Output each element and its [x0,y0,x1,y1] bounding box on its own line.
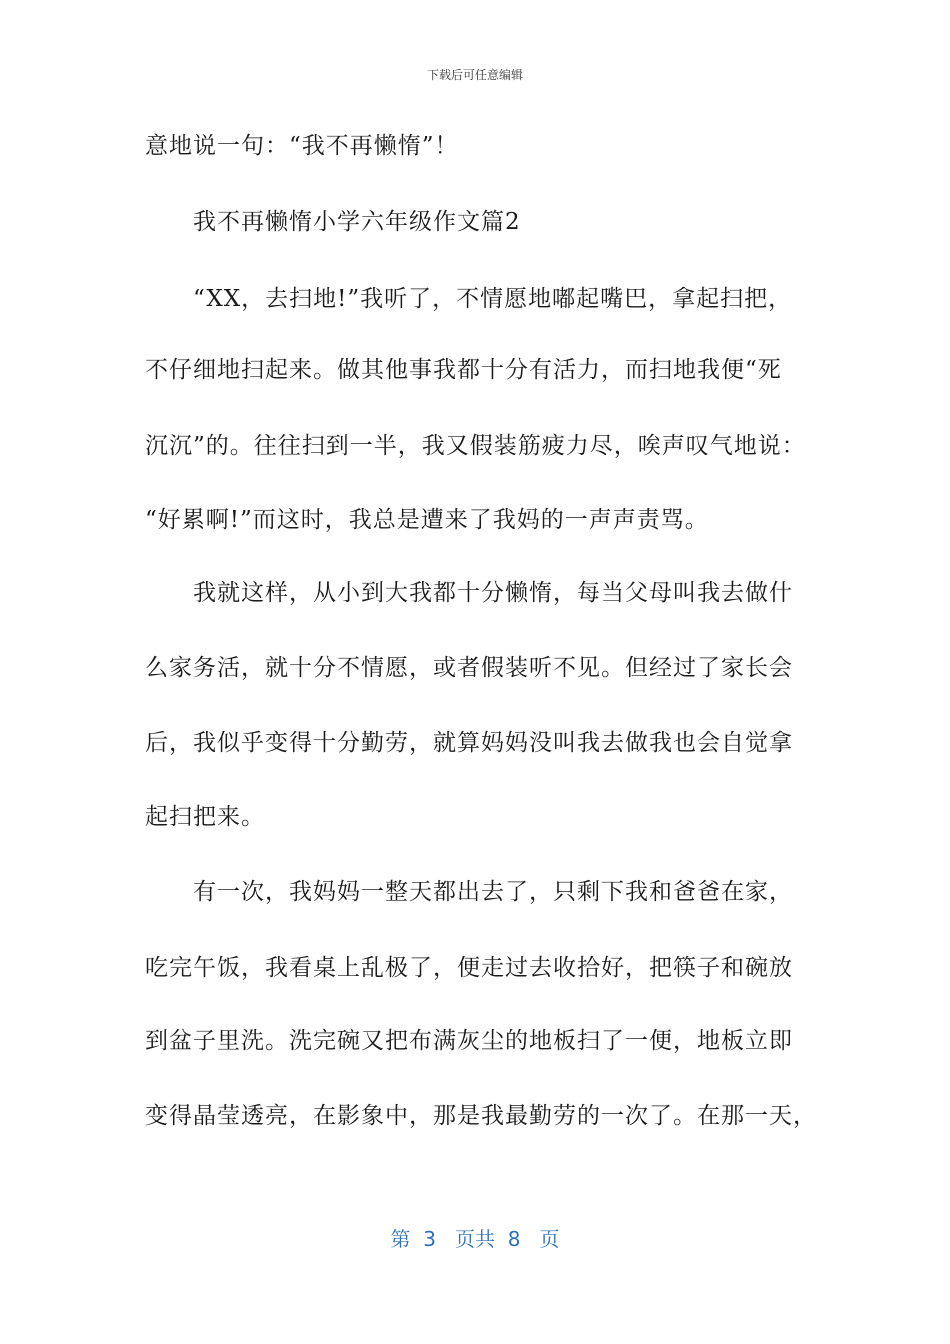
section-heading: 我不再懒惰小学六年级作文篇2 [193,209,521,235]
text-line: 么家务活，就十分不情愿，或者假装听不见。但经过了家长会 [145,655,793,681]
text-line: 起扫把来。 [145,804,265,830]
text-line: 吃完午饭，我看桌上乱极了，便走过去收拾好，把筷子和碗放 [145,955,793,981]
text-line: “XX，去扫地!”我听了，不情愿地嘟起嘴巴，拿起扫把， [193,286,793,312]
text-line: 不仔细地扫起来。做其他事我都十分有活力，而扫地我便“死 [145,357,782,383]
text-line: 沉沉”的。往往扫到一半，我又假装筋疲力尽，唉声叹气地说： [145,433,806,459]
page-footer: 第 3 页共 8 页 [390,1227,560,1251]
page-header: 下载后可任意编辑 [426,68,523,82]
text-line: 到盆子里洗。洗完碗又把布满灰尘的地板扫了一便，地板立即 [145,1028,793,1054]
text-line: 我就这样，从小到大我都十分懒惰，每当父母叫我去做什 [193,580,793,606]
text-line: “好累啊!”而这时，我总是遭来了我妈的一声声责骂。 [145,507,709,533]
text-line: 有一次，我妈妈一整天都出去了，只剩下我和爸爸在家， [193,879,793,905]
text-line: 后，我似乎变得十分勤劳，就算妈妈没叫我去做我也会自觉拿 [145,730,793,756]
text-line: 意地说一句：“我不再懒惰”！ [145,133,459,159]
text-line: 变得晶莹透亮，在影象中，那是我最勤劳的一次了。在那一天， [145,1103,817,1129]
